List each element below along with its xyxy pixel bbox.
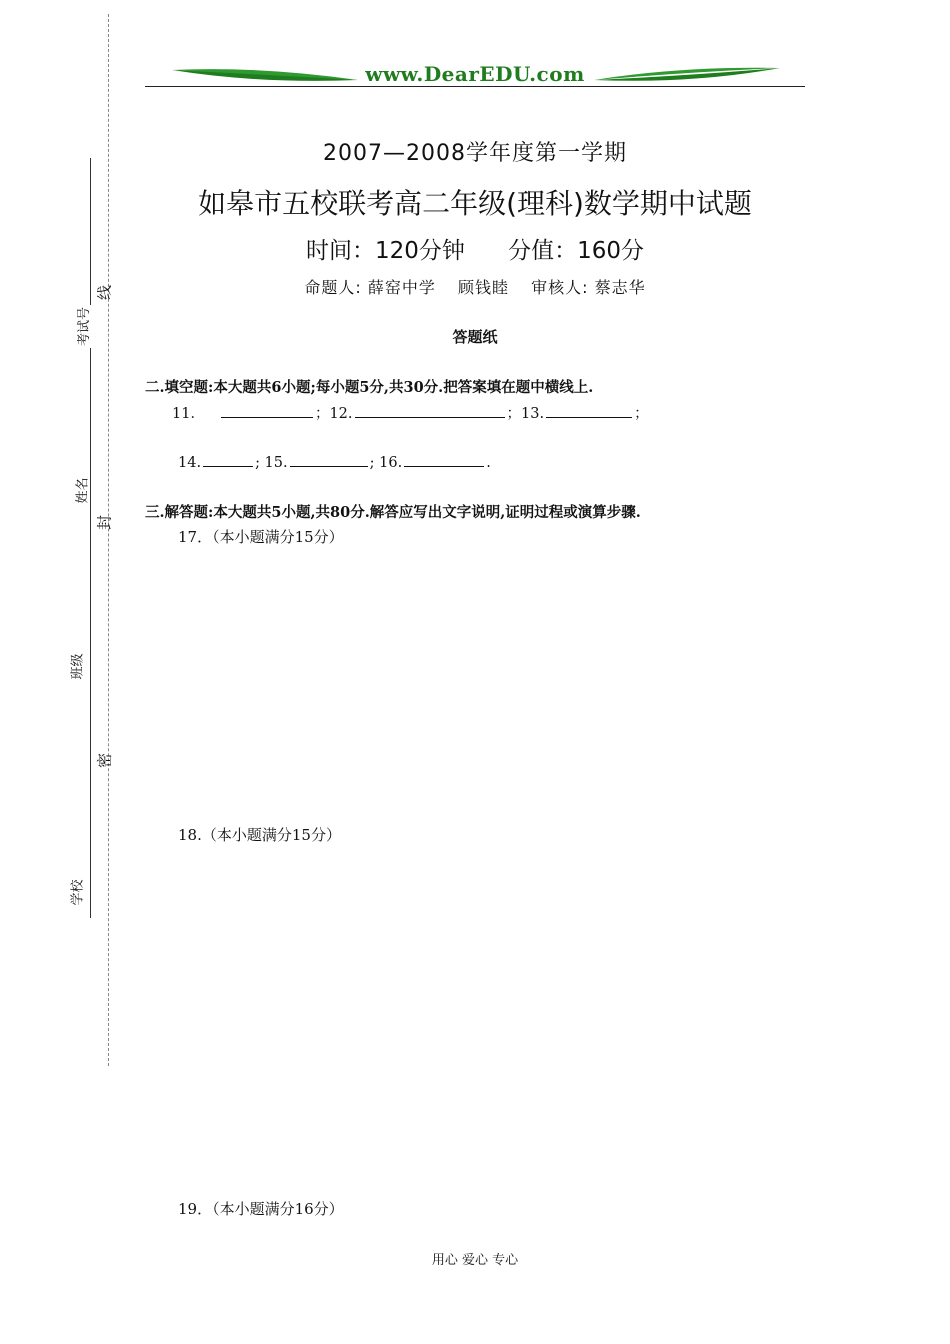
question-17: 17．（本小题满分15分） bbox=[178, 528, 344, 546]
logo-text: www.DearEDU.com bbox=[365, 62, 585, 86]
q11-label: 11． bbox=[172, 406, 205, 422]
q11-blank[interactable] bbox=[221, 403, 313, 418]
setter-label: 命题人: 薛窑中学 bbox=[304, 278, 436, 297]
time-label: 时间：120分钟 bbox=[305, 238, 465, 264]
logo-left-swoosh bbox=[170, 62, 360, 86]
q14-blank[interactable] bbox=[203, 452, 253, 467]
year-term: 2007—2008学年度第一学期 bbox=[323, 141, 627, 166]
section3-heading: 三.解答题:本大题共5小题,共80分.解答应写出文字说明,证明过程或演算步骤. bbox=[145, 504, 641, 521]
footer-slogan: 用心 爱心 专心 bbox=[431, 1253, 519, 1268]
student-name-label: 姓名 bbox=[75, 477, 91, 504]
seal-mark-line: 线 bbox=[95, 285, 114, 301]
q13-blank[interactable] bbox=[546, 403, 632, 418]
school-label: 学校 bbox=[70, 879, 86, 906]
q12-label: ；12. bbox=[314, 406, 353, 422]
class-label: 班级 bbox=[70, 653, 86, 680]
setter-name: 顾钱睦 bbox=[457, 278, 509, 297]
logo-right-swoosh bbox=[592, 62, 782, 86]
q13-label: ；13. bbox=[506, 406, 545, 422]
question-18: 18.（本小题满分15分） bbox=[178, 826, 341, 844]
q15-blank[interactable] bbox=[290, 452, 368, 467]
q16-blank[interactable] bbox=[404, 452, 484, 467]
reviewer-label: 审核人: 蔡志华 bbox=[531, 278, 646, 297]
authors-line bbox=[0, 275, 950, 298]
answer-sheet-title: 答题纸 bbox=[452, 328, 498, 346]
seal-mark-seal: 封 bbox=[95, 515, 114, 531]
exam-title: 如皋市五校联考高二年级(理科)数学期中试题 bbox=[198, 187, 752, 220]
fill-row-1 bbox=[172, 402, 649, 423]
exam-number-label: 考试号 bbox=[77, 306, 93, 347]
exam-timing bbox=[0, 232, 950, 265]
q13-end: ； bbox=[634, 406, 649, 422]
q16-label: ; 16. bbox=[369, 455, 403, 471]
binding-dotted-line bbox=[108, 14, 109, 1066]
seal-mark-close: 密 bbox=[95, 753, 114, 769]
header-rule bbox=[145, 86, 805, 87]
q15-label: ; 15. bbox=[255, 455, 288, 471]
score-label: 分值：160分 bbox=[508, 238, 645, 264]
fill-row-2 bbox=[178, 452, 491, 471]
question-19: 19．（本小题满分16分） bbox=[178, 1200, 344, 1218]
binding-solid-line bbox=[90, 158, 91, 918]
section2-heading: 二.填空题:本大题共6小题;每小题5分,共30分.把答案填在题中横线上. bbox=[145, 379, 594, 396]
q12-blank[interactable] bbox=[355, 403, 505, 418]
q14-label: 14. bbox=[178, 455, 202, 471]
q16-end: . bbox=[486, 455, 491, 471]
